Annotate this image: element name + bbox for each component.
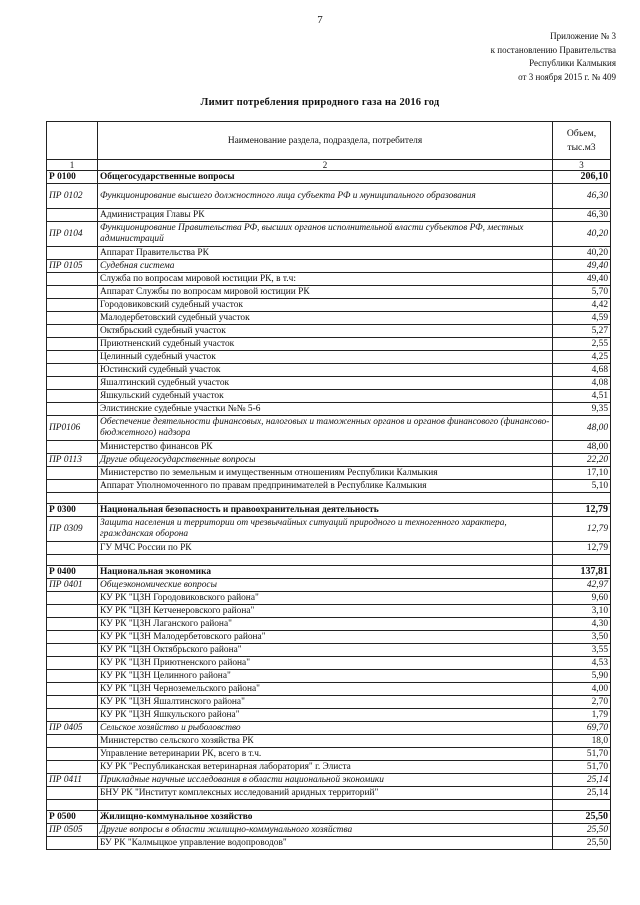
row-value: 2,70 bbox=[553, 696, 611, 709]
spacer-row bbox=[47, 555, 611, 566]
row-name: Министерство сельского хозяйства РК bbox=[98, 735, 553, 748]
row-code bbox=[47, 377, 98, 390]
row-value: 46,30 bbox=[553, 209, 611, 222]
row-code bbox=[47, 209, 98, 222]
table-row bbox=[47, 517, 611, 542]
row-value: 51,70 bbox=[553, 748, 611, 761]
row-value: 5,70 bbox=[553, 286, 611, 299]
row-name: Министерство финансов РК bbox=[98, 441, 553, 454]
row-name: Городовиковский судебный участок bbox=[98, 299, 553, 312]
row-name: Служба по вопросам мировой юстиции РК, в т.ч: bbox=[98, 273, 553, 286]
row-name: ГУ МЧС России по РК bbox=[98, 542, 553, 555]
row-value: 42,97 bbox=[553, 579, 611, 592]
row-value: 69,70 bbox=[553, 722, 611, 735]
table-row bbox=[47, 312, 611, 325]
table-row bbox=[47, 441, 611, 454]
table-row bbox=[47, 504, 611, 517]
row-value: 25,50 bbox=[553, 811, 611, 824]
table-row bbox=[47, 273, 611, 286]
table-row bbox=[47, 299, 611, 312]
spacer-row bbox=[47, 493, 611, 504]
row-value: 4,42 bbox=[553, 299, 611, 312]
row-value: 4,30 bbox=[553, 618, 611, 631]
row-name: Национальная экономика bbox=[98, 566, 553, 579]
table-row bbox=[47, 774, 611, 787]
table-row bbox=[47, 579, 611, 592]
row-name: КУ РК "ЦЗН Лаганского района" bbox=[98, 618, 553, 631]
row-code bbox=[47, 787, 98, 800]
row-code: ПР0106 bbox=[47, 416, 98, 441]
row-name: КУ РК "Республиканская ветеринарная лаборатория" г. Элиста bbox=[98, 761, 553, 774]
row-code: ПР 0104 bbox=[47, 222, 98, 247]
row-name: КУ РК "ЦЗН Яшалтинского района" bbox=[98, 696, 553, 709]
row-value: 18,0 bbox=[553, 735, 611, 748]
row-name: Функционирование высшего должностного лица субъекта РФ и муниципального образования bbox=[98, 184, 553, 209]
row-value: 49,40 bbox=[553, 260, 611, 273]
row-code bbox=[47, 837, 98, 850]
header-name-cell: Наименование раздела, подраздела, потребителя bbox=[98, 122, 553, 160]
page-number: 7 bbox=[317, 14, 323, 26]
row-code: Р 0500 bbox=[47, 811, 98, 824]
row-value: 25,14 bbox=[553, 787, 611, 800]
appendix-line: Приложение № 3 bbox=[550, 31, 616, 41]
table-row bbox=[47, 222, 611, 247]
row-code: ПР 0401 bbox=[47, 579, 98, 592]
row-code: ПР 0113 bbox=[47, 454, 98, 467]
row-value: 5,27 bbox=[553, 325, 611, 338]
row-name: КУ РК "ЦЗН Приютненского района" bbox=[98, 657, 553, 670]
row-code bbox=[47, 273, 98, 286]
row-code bbox=[47, 312, 98, 325]
appendix-line: от 3 ноября 2015 г. № 409 bbox=[518, 71, 616, 82]
row-code: Р 0100 bbox=[47, 171, 98, 184]
row-value: 4,68 bbox=[553, 364, 611, 377]
row-value: 49,40 bbox=[553, 273, 611, 286]
table-row bbox=[47, 260, 611, 273]
table-row bbox=[47, 377, 611, 390]
row-name: КУ РК "ЦЗН Малодербетовского района" bbox=[98, 631, 553, 644]
row-name: КУ РК "ЦЗН Октябрьского района" bbox=[98, 644, 553, 657]
table-row bbox=[47, 735, 611, 748]
table-row bbox=[47, 209, 611, 222]
row-code: Р 0400 bbox=[47, 566, 98, 579]
table-row bbox=[47, 480, 611, 493]
row-code bbox=[47, 735, 98, 748]
row-name: Министерство по земельным и имущественным отношениям Республики Калмыкия bbox=[98, 467, 553, 480]
row-name: Аппарат Службы по вопросам мировой юстиции РК bbox=[98, 286, 553, 299]
row-code bbox=[47, 542, 98, 555]
row-value: 12,79 bbox=[553, 517, 611, 542]
row-code bbox=[47, 592, 98, 605]
row-value: 48,00 bbox=[553, 441, 611, 454]
table-row bbox=[47, 761, 611, 774]
table-row bbox=[47, 247, 611, 260]
row-code bbox=[47, 403, 98, 416]
row-name: Прикладные научные исследования в области национальной экономики bbox=[98, 774, 553, 787]
row-value: 5,90 bbox=[553, 670, 611, 683]
row-code bbox=[47, 644, 98, 657]
row-name: Аппарат Уполномоченного по правам предпринимателей в Республике Калмыкия bbox=[98, 480, 553, 493]
row-name: КУ РК "ЦЗН Черноземельского района" bbox=[98, 683, 553, 696]
spacer-row bbox=[47, 800, 611, 811]
table-row bbox=[47, 566, 611, 579]
table-row bbox=[47, 631, 611, 644]
table-row bbox=[47, 338, 611, 351]
row-code bbox=[47, 480, 98, 493]
row-value: 17,10 bbox=[553, 467, 611, 480]
table-row bbox=[47, 325, 611, 338]
appendix-line: к постановлению Правительства bbox=[490, 44, 616, 55]
row-code bbox=[47, 286, 98, 299]
row-code bbox=[47, 709, 98, 722]
row-value: 40,20 bbox=[553, 222, 611, 247]
row-value: 51,70 bbox=[553, 761, 611, 774]
row-value: 46,30 bbox=[553, 184, 611, 209]
table-row bbox=[47, 454, 611, 467]
table-row bbox=[47, 837, 611, 850]
row-code: ПР 0411 bbox=[47, 774, 98, 787]
header-code-cell bbox=[47, 122, 98, 160]
row-name: Функционирование Правительства РФ, высших органов исполнительной власти субъектов РФ, местных администраций bbox=[98, 222, 553, 247]
row-code: Р 0300 bbox=[47, 504, 98, 517]
row-name: Юстинский судебный участок bbox=[98, 364, 553, 377]
row-code bbox=[47, 299, 98, 312]
row-value: 137,81 bbox=[553, 566, 611, 579]
column-number-row bbox=[47, 160, 611, 171]
row-value: 1,79 bbox=[553, 709, 611, 722]
row-value: 206,10 bbox=[553, 171, 611, 184]
appendix-line: Республики Калмыкия bbox=[529, 58, 616, 68]
table-row bbox=[47, 403, 611, 416]
column-number: 3 bbox=[553, 160, 611, 171]
row-name: Управление ветеринарии РК, всего в т.ч. bbox=[98, 748, 553, 761]
row-code bbox=[47, 247, 98, 260]
row-code bbox=[47, 670, 98, 683]
row-name: Элистинские судебные участки №№ 5-6 bbox=[98, 403, 553, 416]
table-row bbox=[47, 811, 611, 824]
row-name: БУ РК "Калмыцкое управление водопроводов" bbox=[98, 837, 553, 850]
row-name: Жилищно-коммунальное хозяйство bbox=[98, 811, 553, 824]
table-row bbox=[47, 618, 611, 631]
row-code bbox=[47, 390, 98, 403]
row-code bbox=[47, 467, 98, 480]
row-name: Приютненский судебный участок bbox=[98, 338, 553, 351]
row-value: 12,79 bbox=[553, 542, 611, 555]
row-code bbox=[47, 338, 98, 351]
document-title: Лимит потребления природного газа на 2016 год bbox=[200, 97, 440, 108]
row-name: Малодербетовский судебный участок bbox=[98, 312, 553, 325]
row-name: Яшкульский судебный участок bbox=[98, 390, 553, 403]
row-value: 22,20 bbox=[553, 454, 611, 467]
table-row bbox=[47, 184, 611, 209]
row-code: ПР 0309 bbox=[47, 517, 98, 542]
row-name: Администрация Главы РК bbox=[98, 209, 553, 222]
row-value: 4,00 bbox=[553, 683, 611, 696]
row-code bbox=[47, 325, 98, 338]
table-row bbox=[47, 542, 611, 555]
row-value: 3,10 bbox=[553, 605, 611, 618]
row-name: КУ РК "ЦЗН Кетченеровского района" bbox=[98, 605, 553, 618]
row-name: Сельское хозяйство и рыболовство bbox=[98, 722, 553, 735]
table-row bbox=[47, 670, 611, 683]
table-row bbox=[47, 351, 611, 364]
row-name: Национальная безопасность и правоохранительная деятельность bbox=[98, 504, 553, 517]
row-code bbox=[47, 696, 98, 709]
row-name: Обеспечение деятельности финансовых, налоговых и таможенных органов и органов финансового (финансово-бюджетного) надзора bbox=[98, 416, 553, 441]
table-row bbox=[47, 171, 611, 184]
row-value: 25,50 bbox=[553, 824, 611, 837]
row-name: Другие вопросы в области жилищно-коммунального хозяйства bbox=[98, 824, 553, 837]
row-name: КУ РК "ЦЗН Городовиковского района" bbox=[98, 592, 553, 605]
row-name: Аппарат Правительства РК bbox=[98, 247, 553, 260]
row-value: 25,50 bbox=[553, 837, 611, 850]
row-value: 12,79 bbox=[553, 504, 611, 517]
row-value: 4,51 bbox=[553, 390, 611, 403]
table-row bbox=[47, 824, 611, 837]
table-row bbox=[47, 696, 611, 709]
row-name: Целинный судебный участок bbox=[98, 351, 553, 364]
table-row bbox=[47, 657, 611, 670]
row-name: Октябрьский судебный участок bbox=[98, 325, 553, 338]
row-value: 2,55 bbox=[553, 338, 611, 351]
table-row bbox=[47, 683, 611, 696]
row-value: 25,14 bbox=[553, 774, 611, 787]
column-number: 2 bbox=[98, 160, 553, 171]
row-code bbox=[47, 631, 98, 644]
row-code bbox=[47, 605, 98, 618]
row-code bbox=[47, 748, 98, 761]
row-code: ПР 0102 bbox=[47, 184, 98, 209]
table-row bbox=[47, 709, 611, 722]
table-row bbox=[47, 605, 611, 618]
row-code bbox=[47, 657, 98, 670]
row-name: Судебная система bbox=[98, 260, 553, 273]
appendix-reference bbox=[491, 30, 616, 84]
row-code bbox=[47, 441, 98, 454]
row-name: БНУ РК "Институт комплексных исследований аридных территорий" bbox=[98, 787, 553, 800]
row-code bbox=[47, 351, 98, 364]
row-value: 4,08 bbox=[553, 377, 611, 390]
table-row bbox=[47, 787, 611, 800]
row-value: 4,59 bbox=[553, 312, 611, 325]
row-name: Яшалтинский судебный участок bbox=[98, 377, 553, 390]
row-name: КУ РК "ЦЗН Яшкульского района" bbox=[98, 709, 553, 722]
row-code bbox=[47, 683, 98, 696]
row-name: Защита населения и территории от чрезвычайных ситуаций природного и техногенного характера, гражданская оборона bbox=[98, 517, 553, 542]
gas-limit-table bbox=[46, 121, 611, 850]
row-code: ПР 0405 bbox=[47, 722, 98, 735]
table-row bbox=[47, 592, 611, 605]
table-row bbox=[47, 748, 611, 761]
row-name: Общеэкономические вопросы bbox=[98, 579, 553, 592]
row-name: Общегосударственные вопросы bbox=[98, 171, 553, 184]
row-value: 40,20 bbox=[553, 247, 611, 260]
row-code bbox=[47, 364, 98, 377]
row-code bbox=[47, 761, 98, 774]
row-value: 48,00 bbox=[553, 416, 611, 441]
column-number: 1 bbox=[47, 160, 98, 171]
table-row bbox=[47, 644, 611, 657]
row-code: ПР 0505 bbox=[47, 824, 98, 837]
header-volume-cell: Объем, тыс.м3 bbox=[553, 122, 611, 160]
row-value: 4,25 bbox=[553, 351, 611, 364]
row-value: 3,55 bbox=[553, 644, 611, 657]
row-name: КУ РК "ЦЗН Целинного района" bbox=[98, 670, 553, 683]
table-header-row bbox=[47, 122, 611, 160]
row-code: ПР 0105 bbox=[47, 260, 98, 273]
row-code bbox=[47, 618, 98, 631]
table-row bbox=[47, 390, 611, 403]
row-value: 4,53 bbox=[553, 657, 611, 670]
table-row bbox=[47, 416, 611, 441]
table-row bbox=[47, 364, 611, 377]
row-name: Другие общегосударственные вопросы bbox=[98, 454, 553, 467]
table-row bbox=[47, 467, 611, 480]
table-row bbox=[47, 286, 611, 299]
table-row bbox=[47, 722, 611, 735]
row-value: 9,35 bbox=[553, 403, 611, 416]
row-value: 5,10 bbox=[553, 480, 611, 493]
row-value: 9,60 bbox=[553, 592, 611, 605]
row-value: 3,50 bbox=[553, 631, 611, 644]
